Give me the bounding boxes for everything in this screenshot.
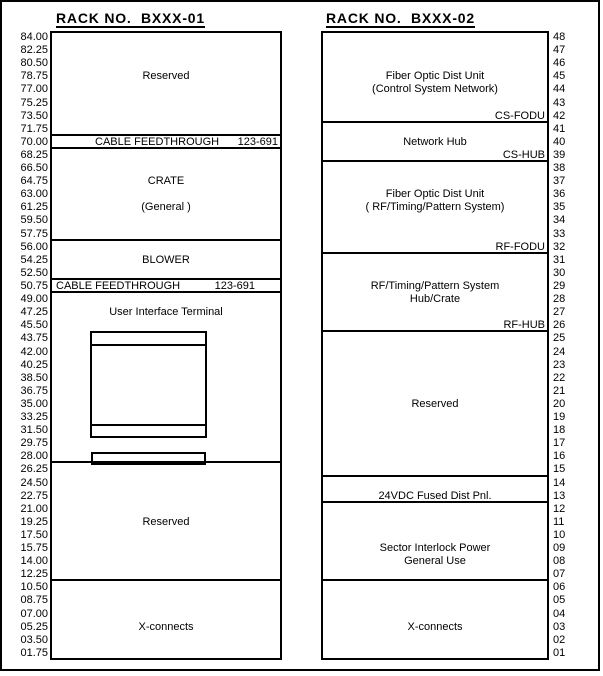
section-label: CRATE bbox=[147, 175, 185, 188]
rack-unit-label: 15.75 bbox=[20, 542, 48, 555]
rack-unit-label: 49.00 bbox=[20, 293, 48, 306]
rack-unit-label: 11 bbox=[553, 515, 565, 528]
section-x-connects bbox=[323, 581, 547, 660]
rack-unit-label: 61.25 bbox=[20, 201, 48, 214]
rack-unit-label: 36 bbox=[553, 188, 566, 201]
section-24vdc-fused-dist-panel bbox=[323, 477, 547, 503]
rack-unit-label: 42.00 bbox=[20, 345, 48, 358]
rack-unit-label: 38 bbox=[553, 162, 566, 175]
rack-unit-label: 35.00 bbox=[20, 397, 48, 410]
section-label: 123-691 bbox=[214, 279, 255, 292]
rack-unit-label: 71.75 bbox=[20, 122, 48, 135]
section-label: Reserved bbox=[142, 70, 190, 83]
rack-unit-label: 75.25 bbox=[20, 96, 48, 109]
section-reserved-top bbox=[52, 31, 280, 136]
rack-unit-label: 01 bbox=[553, 646, 566, 659]
rack-unit-label: 63.00 bbox=[20, 188, 48, 201]
rack-unit-label: 08 bbox=[553, 555, 566, 568]
section-label: (General ) bbox=[141, 201, 191, 214]
rack-unit-label: 16 bbox=[553, 450, 566, 463]
section-sector-interlock-power bbox=[323, 503, 547, 582]
rack-unit-label: 26.25 bbox=[20, 463, 48, 476]
rack-title: RACK NO. BXXX-02 bbox=[326, 10, 475, 26]
section-label: Reserved bbox=[411, 397, 459, 410]
rack-unit-label: 31 bbox=[553, 253, 566, 266]
rack-unit-label: 80.50 bbox=[20, 57, 48, 70]
section-label: CS-FODU bbox=[494, 109, 545, 122]
rack-unit-label: 27 bbox=[553, 306, 566, 319]
section-label: Fiber Optic Dist Unit bbox=[385, 70, 485, 83]
rack-unit-label: 22.75 bbox=[20, 489, 48, 502]
rack-unit-label: 84.00 bbox=[20, 31, 48, 43]
section-label: CABLE FEEDTHROUGH bbox=[95, 135, 220, 148]
rack-unit-label: 30 bbox=[553, 266, 566, 279]
rack-unit-label: 12.25 bbox=[20, 568, 48, 581]
section-blower bbox=[52, 241, 280, 280]
section-reserved-bottom bbox=[52, 463, 280, 581]
section-label: 123-691 bbox=[237, 135, 278, 148]
rack-unit-label: 46 bbox=[553, 57, 566, 70]
rack-unit-label: 56.00 bbox=[20, 240, 48, 253]
rack-unit-label: 28 bbox=[553, 293, 566, 306]
section-label: General Use bbox=[404, 555, 466, 568]
rack-unit-label: 02 bbox=[553, 633, 566, 646]
rack-unit-label: 43.75 bbox=[20, 332, 48, 345]
rack-unit-label: 38.50 bbox=[20, 371, 48, 384]
rack-unit-scale-left bbox=[0, 31, 48, 660]
rack-unit-label: 48 bbox=[553, 31, 566, 43]
rack-unit-label: 07.00 bbox=[20, 607, 48, 620]
rack-unit-label: 17.50 bbox=[20, 528, 48, 541]
section-label: X-connects bbox=[407, 620, 463, 633]
rack-unit-label: 64.75 bbox=[20, 175, 48, 188]
section-label: RF/Timing/Pattern System bbox=[370, 279, 500, 292]
section-label: User Interface Terminal bbox=[109, 306, 223, 319]
rack-unit-label: 41 bbox=[553, 122, 566, 135]
rack-unit-label: 05.25 bbox=[20, 620, 48, 633]
rack-unit-label: 44 bbox=[553, 83, 566, 96]
rack-unit-label: 18 bbox=[553, 424, 566, 437]
section-fiber-optic-dist-unit-cs bbox=[323, 31, 547, 123]
rack-unit-label: 36.75 bbox=[20, 384, 48, 397]
rack-unit-label: 45 bbox=[553, 70, 566, 83]
section-network-hub bbox=[323, 123, 547, 162]
rack-unit-label: 78.75 bbox=[20, 70, 48, 83]
rack-unit-label: 05 bbox=[553, 594, 566, 607]
rack-unit-label: 47.25 bbox=[20, 306, 48, 319]
section-x-connects bbox=[52, 581, 280, 660]
rack-unit-label: 24.50 bbox=[20, 476, 48, 489]
rack-unit-label: 35 bbox=[553, 201, 566, 214]
rack-unit-label: 19.25 bbox=[20, 515, 48, 528]
rack-unit-label: 29 bbox=[553, 279, 566, 292]
section-label: BLOWER bbox=[142, 253, 190, 266]
rack-title: RACK NO. BXXX-01 bbox=[56, 10, 205, 26]
rack-unit-label: 23 bbox=[553, 358, 566, 371]
section-fiber-optic-dist-unit-rf bbox=[323, 162, 547, 254]
section-user-interface-terminal bbox=[52, 293, 280, 463]
rack-unit-label: 77.00 bbox=[20, 83, 48, 96]
section-label: ( RF/Timing/Pattern System) bbox=[365, 201, 505, 214]
rack-unit-label: 33 bbox=[553, 227, 566, 240]
rack-unit-label: 21.00 bbox=[20, 502, 48, 515]
section-label: CS-HUB bbox=[502, 148, 545, 161]
section-label: Hub/Crate bbox=[409, 293, 461, 306]
rack-unit-label: 59.50 bbox=[20, 214, 48, 227]
rack-unit-label: 20 bbox=[553, 397, 566, 410]
rack-unit-label: 26 bbox=[553, 319, 566, 332]
rack-unit-label: 40 bbox=[553, 135, 566, 148]
rack-unit-label: 50.75 bbox=[20, 279, 48, 292]
rack-unit-label: 24 bbox=[553, 345, 566, 358]
rack-unit-label: 32 bbox=[553, 240, 566, 253]
rack-unit-label: 03 bbox=[553, 620, 566, 633]
rack-unit-label: 10 bbox=[553, 528, 566, 541]
section-label: RF-FODU bbox=[495, 240, 545, 253]
rack-unit-label: 57.75 bbox=[20, 227, 48, 240]
rack-unit-label: 08.75 bbox=[20, 594, 48, 607]
rack-unit-label: 43 bbox=[553, 96, 566, 109]
rack-unit-label: 04 bbox=[553, 607, 566, 620]
rack-unit-label: 31.50 bbox=[20, 424, 48, 437]
rack-unit-label: 34 bbox=[553, 214, 566, 227]
rack-unit-label: 73.50 bbox=[20, 109, 48, 122]
rack-unit-label: 06 bbox=[553, 581, 566, 594]
rack-unit-label: 10.50 bbox=[20, 581, 48, 594]
rack-unit-label: 68.25 bbox=[20, 148, 48, 161]
rack-unit-label: 13 bbox=[553, 489, 566, 502]
rack-unit-label: 12 bbox=[553, 502, 566, 515]
rack-box bbox=[50, 31, 282, 660]
rack-unit-label: 25 bbox=[553, 332, 566, 345]
rack-unit-scale-right bbox=[553, 31, 599, 660]
section-label: Reserved bbox=[142, 515, 190, 528]
section-label: CABLE FEEDTHROUGH bbox=[56, 279, 181, 292]
section-label: 24VDC Fused Dist Pnl. bbox=[378, 489, 492, 502]
rack-unit-label: 70.00 bbox=[20, 135, 48, 148]
section-cable-feedthrough-upper bbox=[52, 136, 280, 149]
rack-unit-label: 52.50 bbox=[20, 266, 48, 279]
rack-unit-label: 14.00 bbox=[20, 555, 48, 568]
rack-unit-label: 14 bbox=[553, 476, 566, 489]
rack-unit-label: 01.75 bbox=[20, 646, 48, 659]
rack-unit-label: 37 bbox=[553, 175, 566, 188]
section-reserved bbox=[323, 332, 547, 476]
section-cable-feedthrough-lower bbox=[52, 280, 280, 293]
rack-unit-label: 66.50 bbox=[20, 162, 48, 175]
rack-unit-label: 22 bbox=[553, 371, 566, 384]
rack-unit-label: 07 bbox=[553, 568, 566, 581]
section-crate-general bbox=[52, 149, 280, 241]
rack-unit-label: 45.50 bbox=[20, 319, 48, 332]
rack-unit-label: 39 bbox=[553, 148, 566, 161]
rack-unit-label: 21 bbox=[553, 384, 566, 397]
section-label: Sector Interlock Power bbox=[379, 542, 491, 555]
rack-unit-label: 82.25 bbox=[20, 44, 48, 57]
section-label: X-connects bbox=[138, 620, 194, 633]
rack-unit-label: 09 bbox=[553, 542, 566, 555]
rack-unit-label: 17 bbox=[553, 437, 566, 450]
rack-box bbox=[321, 31, 549, 660]
rack-unit-label: 29.75 bbox=[20, 437, 48, 450]
rack-unit-label: 28.00 bbox=[20, 450, 48, 463]
rack-unit-label: 40.25 bbox=[20, 358, 48, 371]
rack-unit-label: 33.25 bbox=[20, 411, 48, 424]
section-label: RF-HUB bbox=[503, 319, 545, 332]
section-label: Network Hub bbox=[403, 135, 467, 148]
rack-unit-label: 47 bbox=[553, 44, 566, 57]
rack-unit-label: 54.25 bbox=[20, 253, 48, 266]
rack-unit-label: 19 bbox=[553, 411, 566, 424]
rack-unit-label: 15 bbox=[553, 463, 566, 476]
section-label: Fiber Optic Dist Unit bbox=[385, 188, 485, 201]
rack-unit-label: 42 bbox=[553, 109, 566, 122]
rack-unit-label: 03.50 bbox=[20, 633, 48, 646]
section-label: (Control System Network) bbox=[372, 83, 498, 96]
section-rf-timing-pattern-hub-crate bbox=[323, 254, 547, 333]
